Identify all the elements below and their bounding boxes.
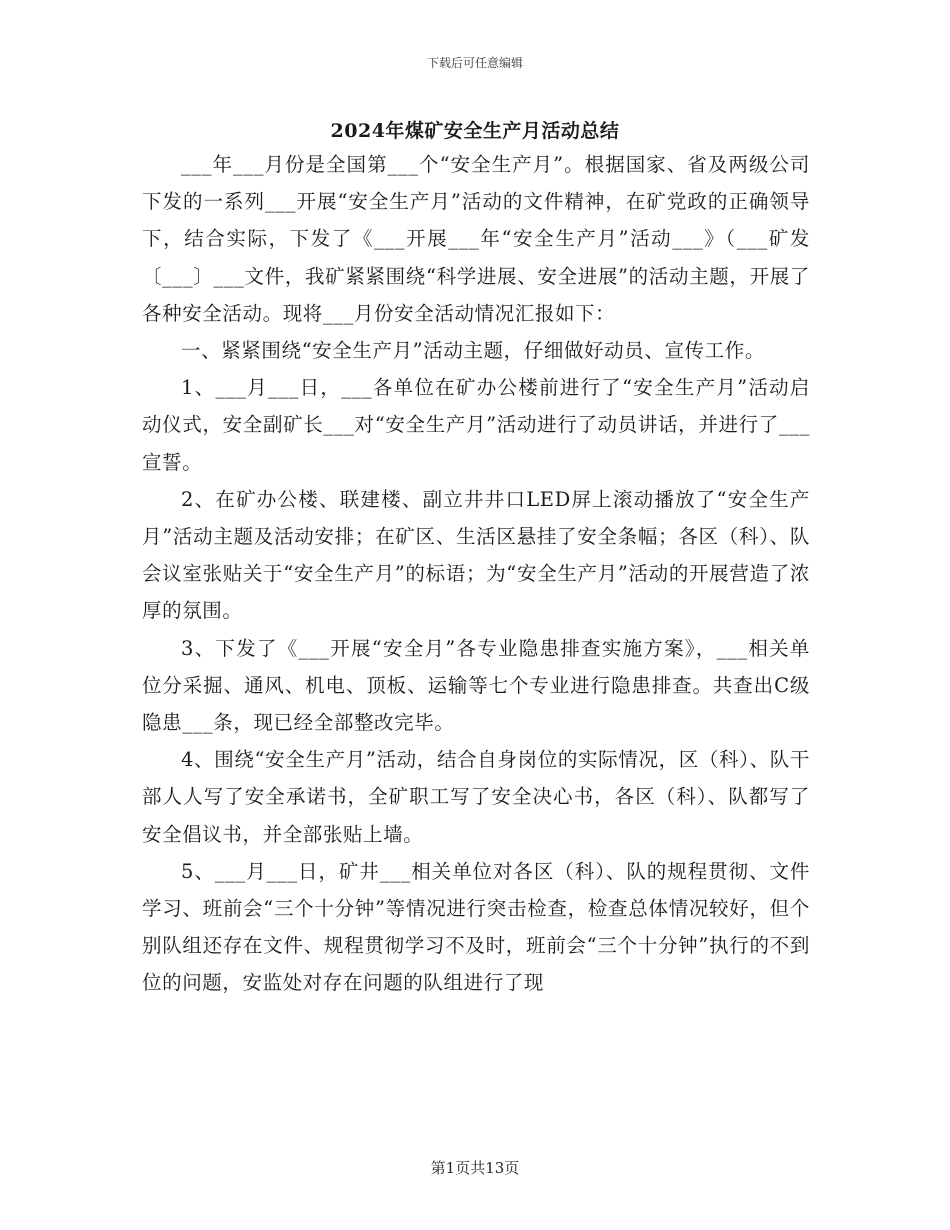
page-header-note: 下载后可任意编辑 bbox=[426, 56, 523, 70]
paragraph-item-4: 4、围绕“安全生产月”活动，结合自身岗位的实际情况，区（科）、队干部人人写了安全承诺书，全矿职工写了安全决心书，各区（科）、队都写了安全倡议书，并全部张贴上墙。 bbox=[142, 748, 810, 846]
paragraph-item-2: 2、在矿办公楼、联建楼、副立井井口LED屏上滚动播放了“安全生产月”活动主题及活动安排；在矿区、生活区悬挂了安全条幅；各区（科）、队会议室张贴关于“安全生产月”的标语；为“安全生产月”活动的开展营造了浓厚的氛围。 bbox=[142, 487, 810, 623]
paragraph-item-3: 3、下发了《___开展“安全月”各专业隐患排查实施方案》，___相关单位分采掘、通风、机电、顶板、运输等七个专业进行隐患排查。共查出C级隐患___条，现已经全部整改完毕。 bbox=[142, 636, 810, 735]
paragraph-item-5: 5、___月___日，矿井___相关单位对各区（科）、队的规程贯彻、文件学习、班前会“三个十分钟”等情况进行突击检查，检查总体情况较好，但个别队组还存在文件、规程贯彻学习不及时，班前会“三个十分钟”执行的不到位的问题，安监处对存在问题的队组进行了现 bbox=[142, 859, 810, 995]
paragraph-item-1: 1、___月___日，___各单位在矿办公楼前进行了“安全生产月”活动启动仪式，安全副矿长___对“安全生产月”活动进行了动员讲话，并进行了___宣誓。 bbox=[142, 376, 810, 474]
paragraph-section-1-heading: 一、紧紧围绕“安全生产月”活动主题，仔细做好动员、宣传工作。 bbox=[181, 339, 765, 363]
document-body bbox=[142, 146, 810, 1002]
paragraph-intro: ___年___月份是全国第___个“安全生产月”。根据国家、省及两级公司下发的一系列___开展“安全生产月”活动的文件精神，在矿党政的正确领导下，结合实际，下发了《___开展___年“安全生产月”活动___》（___矿发〔___〕___文件，我矿紧紧围绕“科学进展、安全进展”的活动主题，开展了各种安全活动。现将___月份安全活动情况汇报如下： bbox=[142, 153, 810, 325]
document-title: 2024年煤矿安全生产月活动总结 bbox=[330, 120, 620, 142]
page-number: 第1页共13页 bbox=[430, 1159, 520, 1177]
